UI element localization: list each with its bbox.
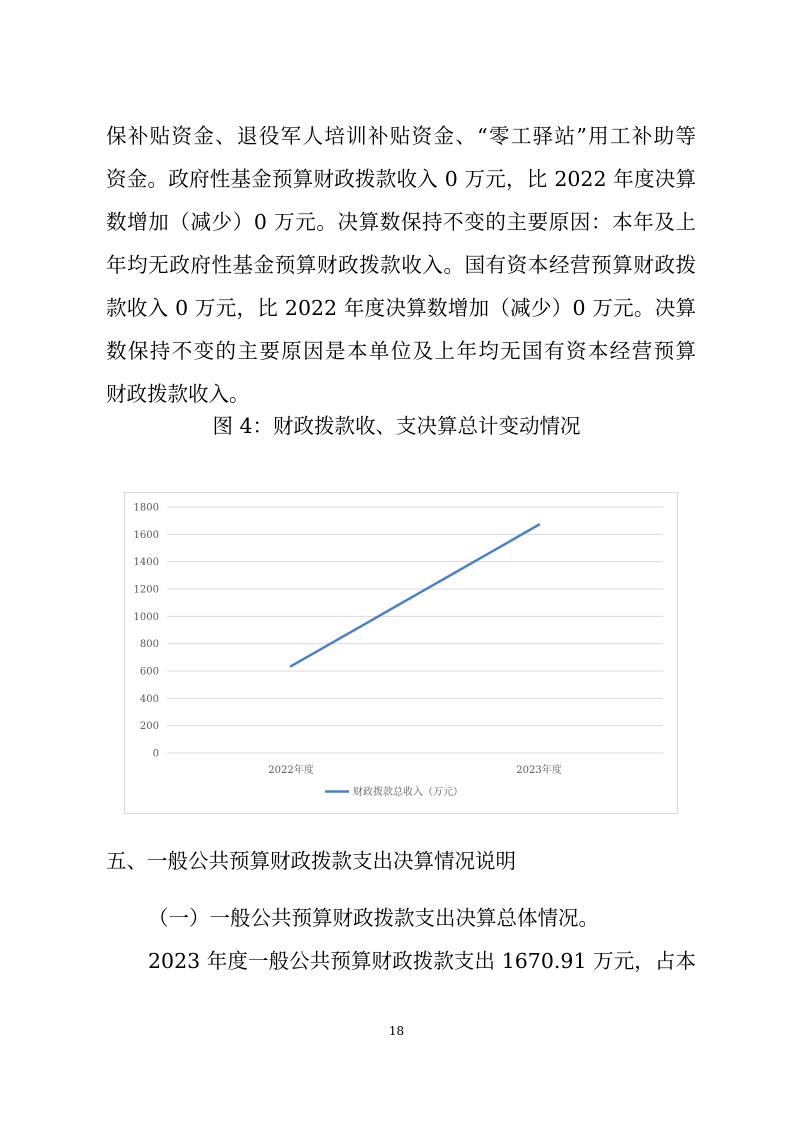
y-tick-label: 1200 <box>133 584 159 596</box>
paragraph-line: 年均无政府性基金预算财政拨款收入。国有资本经营预算财政拨 <box>106 253 696 277</box>
paragraph-line: 款收入 0 万元，比 2022 年度决算数增加（减少）0 万元。决算 <box>106 296 696 320</box>
paragraph-line: 财政拨款收入。 <box>106 382 250 406</box>
series-line <box>291 525 539 667</box>
figure-title: 图 4：财政拨款收、支决算总计变动情况 <box>212 414 581 438</box>
paragraph-line: 数保持不变的主要原因是本单位及上年均无国有资本经营预算 <box>106 339 696 363</box>
y-tick-label: 0 <box>152 748 159 760</box>
body-paragraph <box>106 115 696 416</box>
y-tick-label: 1600 <box>133 529 159 541</box>
line-chart <box>124 492 678 814</box>
x-tick-label: 2023年度 <box>516 765 562 776</box>
y-tick-label: 1000 <box>133 611 159 623</box>
legend-label: 财政拨款总收入（万元） <box>353 787 463 798</box>
section-text: 2023 年度一般公共预算财政拨款支出 1670.91 万元，占本 <box>148 949 696 973</box>
section-heading: 五、一般公共预算财政拨款支出决算情况说明 <box>106 849 516 873</box>
y-tick-label: 1800 <box>133 502 159 514</box>
paragraph-line: 保补贴资金、退役军人培训补贴资金、“零工驿站”用工补助等 <box>106 124 696 148</box>
y-tick-label: 200 <box>139 721 159 733</box>
y-tick-label: 400 <box>139 693 159 705</box>
page-number: 18 <box>388 1024 405 1038</box>
y-tick-label: 800 <box>139 639 159 651</box>
paragraph-line: 资金。政府性基金预算财政拨款收入 0 万元，比 2022 年度决算 <box>106 167 696 191</box>
y-tick-label: 1400 <box>133 557 159 569</box>
section-subheading: （一）一般公共预算财政拨款支出决算总体情况。 <box>148 906 599 930</box>
paragraph-line: 数增加（减少）0 万元。决算数保持不变的主要原因：本年及上 <box>106 210 696 234</box>
y-tick-label: 600 <box>139 666 159 678</box>
chart-canvas <box>125 493 677 813</box>
x-tick-label: 2022年度 <box>268 765 314 776</box>
